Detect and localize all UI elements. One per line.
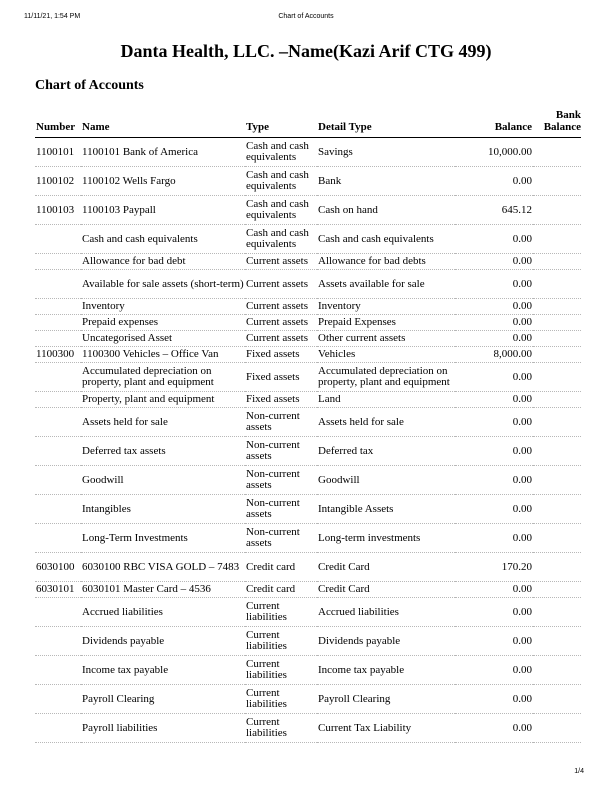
- cell-name: Prepaid expenses: [81, 315, 245, 331]
- cell-detail-type: Assets available for sale: [317, 270, 455, 299]
- cell-balance: 10,000.00: [455, 138, 533, 167]
- cell-detail-type: Income tax payable: [317, 656, 455, 685]
- print-date: 11/11/21, 1:54 PM: [24, 13, 81, 20]
- cell-bank-balance: [533, 315, 581, 331]
- cell-detail-type: Savings: [317, 138, 455, 167]
- cell-number: [35, 299, 81, 315]
- cell-bank-balance: [533, 254, 581, 270]
- table-body: [35, 138, 581, 743]
- cell-type: Non-current assets: [245, 408, 317, 437]
- cell-detail-type: Intangible Assets: [317, 495, 455, 524]
- cell-detail-type: Current Tax Liability: [317, 714, 455, 743]
- cell-bank-balance: [533, 167, 581, 196]
- cell-balance: 0.00: [455, 363, 533, 392]
- cell-detail-type: Vehicles: [317, 347, 455, 363]
- table-row[interactable]: [35, 524, 581, 553]
- table-row[interactable]: [35, 138, 581, 167]
- cell-type: Current assets: [245, 299, 317, 315]
- cell-number: [35, 408, 81, 437]
- cell-name: Accumulated depreciation on property, plant and equipment: [81, 363, 245, 392]
- cell-name: Deferred tax assets: [81, 437, 245, 466]
- cell-name: Payroll liabilities: [81, 714, 245, 743]
- cell-number: [35, 392, 81, 408]
- cell-name: Cash and cash equivalents: [81, 225, 245, 254]
- cell-number: 6030101: [35, 582, 81, 598]
- cell-name: Goodwill: [81, 466, 245, 495]
- cell-name: 1100300 Vehicles – Office Van: [81, 347, 245, 363]
- cell-name: Assets held for sale: [81, 408, 245, 437]
- cell-type: Fixed assets: [245, 363, 317, 392]
- cell-bank-balance: [533, 685, 581, 714]
- cell-name: Income tax payable: [81, 656, 245, 685]
- cell-balance: 0.00: [455, 582, 533, 598]
- cell-name: Available for sale assets (short-term): [81, 270, 245, 299]
- cell-number: 1100101: [35, 138, 81, 167]
- cell-balance: 0.00: [455, 437, 533, 466]
- cell-balance: 0.00: [455, 466, 533, 495]
- cell-type: Cash and cash equivalents: [245, 167, 317, 196]
- table-row[interactable]: [35, 408, 581, 437]
- table-row[interactable]: [35, 270, 581, 299]
- cell-number: [35, 225, 81, 254]
- table-header-row: [35, 109, 581, 138]
- cell-type: Current liabilities: [245, 656, 317, 685]
- column-header-balance[interactable]: Balance: [455, 109, 533, 138]
- table-row[interactable]: [35, 315, 581, 331]
- cell-number: [35, 315, 81, 331]
- cell-number: [35, 331, 81, 347]
- cell-bank-balance: [533, 437, 581, 466]
- cell-detail-type: Inventory: [317, 299, 455, 315]
- cell-bank-balance: [533, 331, 581, 347]
- cell-balance: 0.00: [455, 270, 533, 299]
- table-row[interactable]: [35, 656, 581, 685]
- cell-detail-type: Assets held for sale: [317, 408, 455, 437]
- cell-bank-balance: [533, 347, 581, 363]
- cell-bank-balance: [533, 714, 581, 743]
- cell-number: [35, 627, 81, 656]
- cell-type: Current liabilities: [245, 598, 317, 627]
- cell-name: 1100103 Paypall: [81, 196, 245, 225]
- cell-number: [35, 685, 81, 714]
- cell-balance: 0.00: [455, 598, 533, 627]
- column-header-detail-type[interactable]: Detail Type: [317, 109, 455, 138]
- table-row[interactable]: [35, 495, 581, 524]
- cell-name: Inventory: [81, 299, 245, 315]
- cell-name: Long-Term Investments: [81, 524, 245, 553]
- cell-name: 1100102 Wells Fargo: [81, 167, 245, 196]
- cell-type: Current assets: [245, 270, 317, 299]
- cell-detail-type: Goodwill: [317, 466, 455, 495]
- cell-detail-type: Credit Card: [317, 582, 455, 598]
- cell-type: Current liabilities: [245, 627, 317, 656]
- cell-type: Cash and cash equivalents: [245, 138, 317, 167]
- cell-type: Credit card: [245, 553, 317, 582]
- cell-bank-balance: [533, 392, 581, 408]
- cell-number: [35, 466, 81, 495]
- cell-balance: 0.00: [455, 225, 533, 254]
- column-header-type[interactable]: Type: [245, 109, 317, 138]
- table-row[interactable]: [35, 299, 581, 315]
- cell-name: Intangibles: [81, 495, 245, 524]
- cell-detail-type: Deferred tax: [317, 437, 455, 466]
- cell-name: Uncategorised Asset: [81, 331, 245, 347]
- cell-detail-type: Bank: [317, 167, 455, 196]
- cell-type: Fixed assets: [245, 392, 317, 408]
- cell-number: [35, 437, 81, 466]
- cell-bank-balance: [533, 299, 581, 315]
- cell-number: 1100300: [35, 347, 81, 363]
- cell-type: Current assets: [245, 315, 317, 331]
- cell-balance: 0.00: [455, 315, 533, 331]
- table-row[interactable]: [35, 392, 581, 408]
- cell-bank-balance: [533, 582, 581, 598]
- cell-bank-balance: [533, 225, 581, 254]
- cell-balance: 0.00: [455, 167, 533, 196]
- cell-name: 6030100 RBC VISA GOLD – 7483: [81, 553, 245, 582]
- cell-number: [35, 524, 81, 553]
- table-row[interactable]: [35, 582, 581, 598]
- cell-balance: 0.00: [455, 656, 533, 685]
- cell-number: [35, 495, 81, 524]
- cell-detail-type: Payroll Clearing: [317, 685, 455, 714]
- table-row[interactable]: [35, 437, 581, 466]
- chart-of-accounts-table: [35, 109, 581, 743]
- cell-detail-type: Prepaid Expenses: [317, 315, 455, 331]
- table-row[interactable]: [35, 553, 581, 582]
- cell-balance: 0.00: [455, 714, 533, 743]
- column-header-number[interactable]: Number: [35, 109, 81, 138]
- print-title: Chart of Accounts: [278, 13, 334, 20]
- cell-number: [35, 656, 81, 685]
- cell-balance: 0.00: [455, 331, 533, 347]
- cell-type: Fixed assets: [245, 347, 317, 363]
- cell-number: [35, 598, 81, 627]
- table-row[interactable]: [35, 331, 581, 347]
- cell-type: Non-current assets: [245, 495, 317, 524]
- cell-detail-type: Accrued liabilities: [317, 598, 455, 627]
- cell-bank-balance: [533, 495, 581, 524]
- cell-number: [35, 714, 81, 743]
- cell-balance: 0.00: [455, 299, 533, 315]
- cell-name: Allowance for bad debt: [81, 254, 245, 270]
- cell-bank-balance: [533, 408, 581, 437]
- cell-name: Payroll Clearing: [81, 685, 245, 714]
- cell-type: Non-current assets: [245, 466, 317, 495]
- cell-type: Current liabilities: [245, 714, 317, 743]
- cell-type: Credit card: [245, 582, 317, 598]
- cell-type: Current assets: [245, 254, 317, 270]
- cell-type: Non-current assets: [245, 437, 317, 466]
- cell-detail-type: Long-term investments: [317, 524, 455, 553]
- cell-bank-balance: [533, 270, 581, 299]
- cell-bank-balance: [533, 363, 581, 392]
- table-row[interactable]: [35, 254, 581, 270]
- cell-bank-balance: [533, 196, 581, 225]
- cell-detail-type: Cash on hand: [317, 196, 455, 225]
- cell-balance: 0.00: [455, 524, 533, 553]
- cell-bank-balance: [533, 553, 581, 582]
- cell-balance: 645.12: [455, 196, 533, 225]
- cell-detail-type: Dividends payable: [317, 627, 455, 656]
- table-row[interactable]: [35, 225, 581, 254]
- cell-number: 1100103: [35, 196, 81, 225]
- cell-detail-type: Accumulated depreciation on property, plant and equipment: [317, 363, 455, 392]
- report-title: Chart of Accounts: [35, 78, 144, 93]
- table-row[interactable]: [35, 167, 581, 196]
- cell-number: [35, 254, 81, 270]
- cell-detail-type: Land: [317, 392, 455, 408]
- cell-bank-balance: [533, 524, 581, 553]
- cell-name: Property, plant and equipment: [81, 392, 245, 408]
- cell-type: Current liabilities: [245, 685, 317, 714]
- cell-balance: 0.00: [455, 495, 533, 524]
- cell-type: Cash and cash equivalents: [245, 225, 317, 254]
- table-row[interactable]: [35, 363, 581, 392]
- cell-balance: 0.00: [455, 254, 533, 270]
- company-title: Danta Health, LLC. –Name(Kazi Arif CTG 499): [120, 41, 492, 61]
- cell-number: 1100102: [35, 167, 81, 196]
- table-row[interactable]: [35, 466, 581, 495]
- page-number: 1/4: [574, 768, 584, 775]
- cell-detail-type: Credit Card: [317, 553, 455, 582]
- cell-detail-type: Other current assets: [317, 331, 455, 347]
- cell-bank-balance: [533, 138, 581, 167]
- table-row[interactable]: [35, 627, 581, 656]
- cell-name: Dividends payable: [81, 627, 245, 656]
- cell-name: 6030101 Master Card – 4536: [81, 582, 245, 598]
- cell-bank-balance: [533, 627, 581, 656]
- column-header-bank-balance[interactable]: Bank Balance: [533, 109, 581, 138]
- cell-bank-balance: [533, 656, 581, 685]
- table-row[interactable]: [35, 714, 581, 743]
- cell-balance: 170.20: [455, 553, 533, 582]
- table-row[interactable]: [35, 347, 581, 363]
- cell-bank-balance: [533, 466, 581, 495]
- cell-type: Non-current assets: [245, 524, 317, 553]
- cell-bank-balance: [533, 598, 581, 627]
- cell-number: [35, 270, 81, 299]
- cell-number: [35, 363, 81, 392]
- cell-detail-type: Cash and cash equivalents: [317, 225, 455, 254]
- cell-name: 1100101 Bank of America: [81, 138, 245, 167]
- cell-balance: 0.00: [455, 392, 533, 408]
- column-header-name[interactable]: Name: [81, 109, 245, 138]
- cell-number: 6030100: [35, 553, 81, 582]
- cell-type: Current assets: [245, 331, 317, 347]
- cell-balance: 0.00: [455, 408, 533, 437]
- cell-balance: 8,000.00: [455, 347, 533, 363]
- cell-balance: 0.00: [455, 627, 533, 656]
- cell-type: Cash and cash equivalents: [245, 196, 317, 225]
- cell-balance: 0.00: [455, 685, 533, 714]
- cell-name: Accrued liabilities: [81, 598, 245, 627]
- table-row[interactable]: [35, 598, 581, 627]
- cell-detail-type: Allowance for bad debts: [317, 254, 455, 270]
- table-row[interactable]: [35, 685, 581, 714]
- print-header: [0, 13, 612, 25]
- table-row[interactable]: [35, 196, 581, 225]
